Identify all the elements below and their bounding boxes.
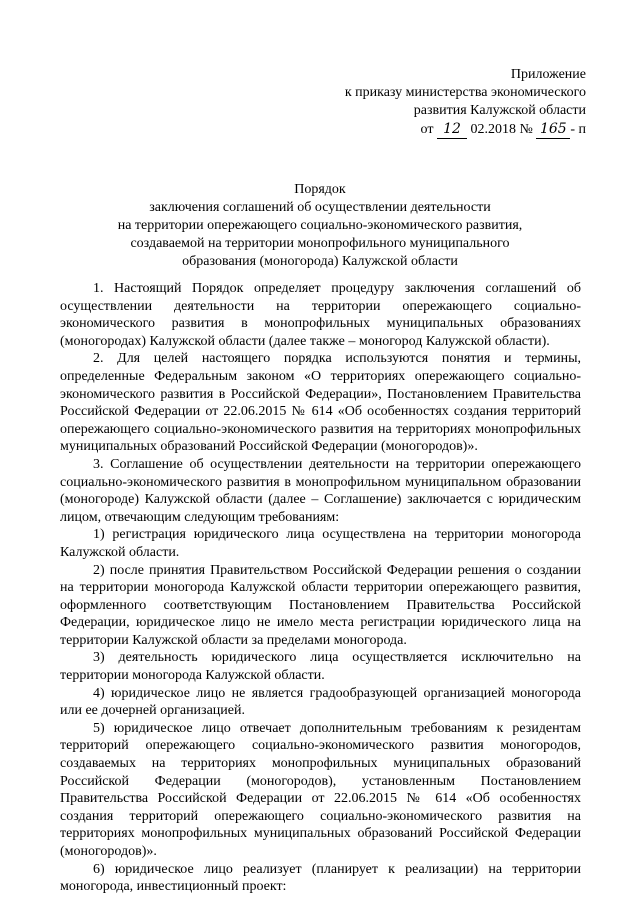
requirement-5: 5) юридическое лицо отвечает дополнительным требованиям к резидентам территорий опережающего социально-экономического развития моногородов, создаваемых на территориях монопрофильных муниципальных образований Российской Федерации (моногородов), установленным Постановлением Правительства Российской Федерации от 22.06.2015 № 614 «Об особенностях создания территорий опережающего социально-экономического развития на территориях монопрофильных муниципальных образований Российской Федерации (моногородов)». [60,720,581,859]
appendix-label: Приложение [510,67,586,82]
requirement-4: 4) юридическое лицо не является градообразующей организацией моногорода или ее дочерней организацией. [60,685,581,719]
title-line-2: заключения соглашений об осуществлении деятельности [149,200,491,215]
number-sign: № [519,122,533,137]
requirement-3: 3) деятельность юридического лица осуществляется исключительно на территории моногорода Калужской области. [60,650,581,684]
order-reference: к приказу министерства экономического [344,85,586,100]
title-line-3: на территории опережающего социально-экономического развития, [117,218,523,233]
document-title [60,181,580,271]
date-prefix: от [420,122,434,137]
document-body [60,280,581,896]
handwritten-day: 12 [437,120,467,139]
paragraph-1: 1. Настоящий Порядок определяет процедуру заключения соглашений об осуществлении деятельности на территории опережающего социально-экономического развития в монопрофильных муниципальных образованиях (моногородах) Калужской области (далее также – моногород Калужской области). [60,281,581,349]
title-line-4: создаваемой на территории монопрофильного муниципального [130,236,510,251]
paragraph-2: 2. Для целей настоящего порядка используются понятия и термины, определенные Федеральным законом «О территориях опережающего социально-экономического развития в Российской Федерации», Постановлением Правительства Российской Федерации от 22.06.2015 № 614 «Об особенностях создания территорий опережающего социально-экономического развития на территориях монопрофильных муниципальных образований Российской Федерации (моногородов)». [60,351,581,455]
appendix-header [345,66,586,139]
requirement-1: 1) регистрация юридического лица осуществлена на территории моногорода Калужской области. [60,527,581,560]
title-line-5: образования (моногорода) Калужской области [182,254,458,269]
requirement-2: 2) после принятия Правительством Российской Федерации решения о создании на территории моногорода Калужской области территории опережающего развития, оформленного соответствующим Постановлением Правительства Российской Федерации, юридическое лицо не имело места регистрации юридического лица на территории Калужской области за пределами моногорода. [60,562,581,648]
ministry-name: развития Калужской области [413,103,586,118]
order-number-suffix: - п [570,122,586,137]
paragraph-3: 3. Соглашение об осуществлении деятельности на территории опережающего социально-экономического развития в монопрофильном муниципальном образовании (моногороде) Калужской области (далее – Соглашение) заключается с юридическим лицом, отвечающим следующим требованиям: [60,456,581,525]
order-date-number [345,120,586,139]
date-month-year: 02.2018 [470,122,516,137]
handwritten-order-number: 165 [536,120,570,139]
title-line-1: Порядок [294,182,346,197]
requirement-6: 6) юридическое лицо реализует (планирует к реализации) на территории моногорода, инвестиционный проект: [60,861,581,895]
